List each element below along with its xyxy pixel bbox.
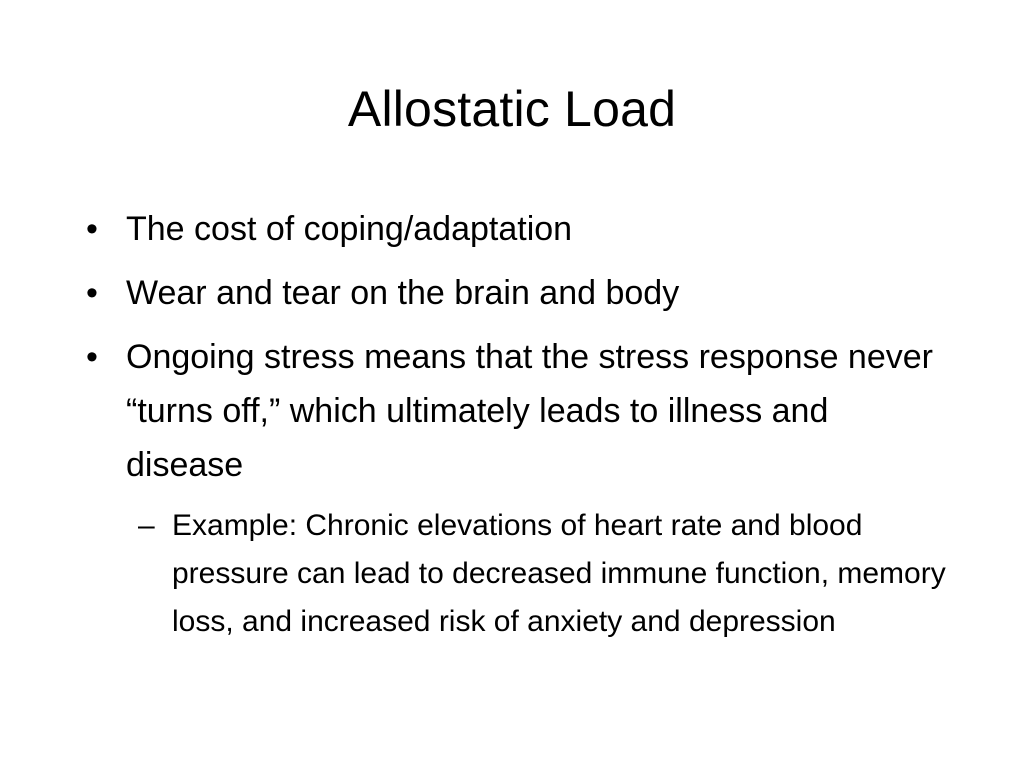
sub-bullet-marker: – <box>138 509 155 542</box>
bullet-list <box>86 202 946 646</box>
bullet-marker: • <box>86 274 98 312</box>
sub-bullet-text: Example: Chronic elevations of heart rate and blood pressure can lead to decreased immune function, memory loss, and increased risk of anxiety and depression <box>172 509 946 638</box>
bullet-text: Wear and tear on the brain and body <box>126 274 680 312</box>
bullet-item <box>86 202 946 256</box>
bullet-marker: • <box>86 210 98 248</box>
bullet-item <box>86 330 946 492</box>
bullet-text: The cost of coping/adaptation <box>126 210 573 248</box>
slide-title: Allostatic Load <box>347 81 677 137</box>
bullet-text: Ongoing stress means that the stress response never “turns off,” which ultimately leads to illness and disease <box>126 338 933 484</box>
sub-bullet-item <box>86 502 946 646</box>
bullet-marker: • <box>86 338 98 376</box>
bullet-item <box>86 266 946 320</box>
sub-bullet-list <box>86 502 946 646</box>
sub-bullet-container <box>86 502 946 646</box>
